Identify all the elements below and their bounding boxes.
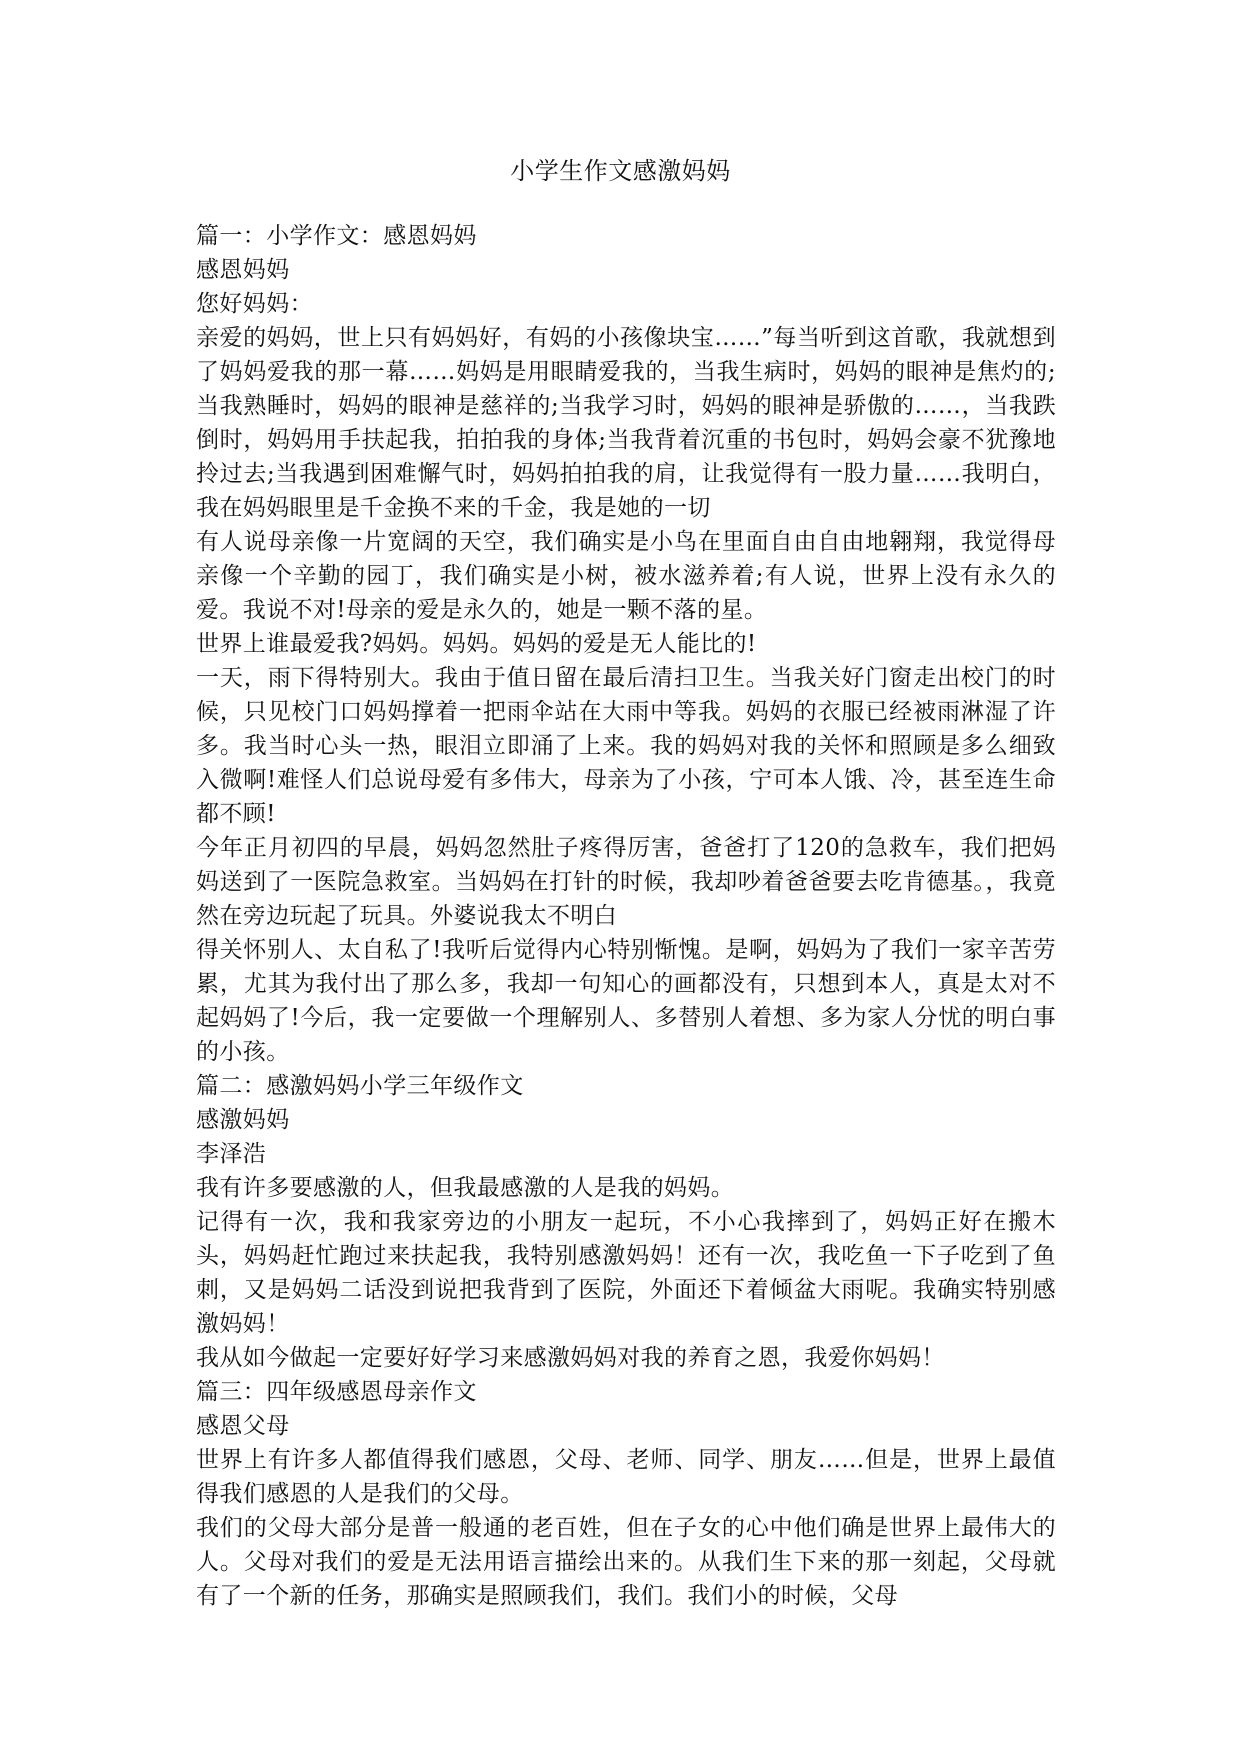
document-title: 小学生作文感激妈妈 (510, 157, 731, 185)
essay-title-1: 感恩妈妈 (196, 257, 290, 283)
section-heading-1: 篇一：小学作文：感恩妈妈 (196, 223, 477, 249)
paragraph: 记得有一次，我和我家旁边的小朋友一起玩，不小心我摔到了，妈妈正好在搬木头，妈妈赶忙跑过来扶起我，我特别感激妈妈！还有一次，我吃鱼一下子吃到了鱼刺，又是妈妈二话没到说把我背到了医院，外面还下着倾盆大雨呢。我确实特别感激妈妈！ (196, 1209, 1056, 1337)
paragraph: 我有许多要感激的人，但我最感激的人是我的妈妈。 (196, 1175, 735, 1201)
paragraph: 我从如今做起一定要好好学习来感激妈妈对我的养育之恩，我爱你妈妈！ (196, 1345, 945, 1371)
section-heading-3: 篇三：四年级感恩母亲作文 (196, 1379, 477, 1405)
paragraph: 世界上有许多人都值得我们感恩，父母、老师、同学、朋友……但是，世界上最值得我们感恩的人是我们的父母。 (196, 1447, 1056, 1507)
paragraph: 得关怀别人、太自私了!我听后觉得内心特别惭愧。是啊，妈妈为了我们一家辛苦劳累，尤其为我付出了那么多，我却一句知心的画都没有，只想到本人，真是太对不起妈妈了!今后，我一定要做一个理解别人、多替别人着想、多为家人分忧的明白事的小孩。 (196, 937, 1056, 1065)
section-heading-2: 篇二：感激妈妈小学三年级作文 (196, 1073, 524, 1099)
paragraph: 一天，雨下得特别大。我由于值日留在最后清扫卫生。当我关好门窗走出校门的时候，只见校门口妈妈撑着一把雨伞站在大雨中等我。妈妈的衣服已经被雨淋湿了许多。我当时心头一热，眼泪立即涌了上来。我的妈妈对我的关怀和照顾是多么细致入微啊!难怪人们总说母爱有多伟大，母亲为了小孩，宁可本人饿、冷，甚至连生命都不顾! (196, 665, 1056, 827)
salutation: 您好妈妈： (196, 291, 313, 317)
paragraph: 我们的父母大部分是普一般通的老百姓，但在子女的心中他们确是世界上最伟大的人。父母对我们的爱是无法用语言描绘出来的。从我们生下来的那一刻起，父母就有了一个新的任务，那确实是照顾我们，我们。我们小的时候，父母 (196, 1515, 1056, 1609)
essay-title-2: 感激妈妈 (196, 1107, 290, 1133)
paragraph: 世界上谁最爱我?妈妈。妈妈。妈妈的爱是无人能比的! (196, 631, 757, 657)
paragraph: 今年正月初四的早晨，妈妈忽然肚子疼得厉害，爸爸打了120的急救车，我们把妈妈送到了一医院急救室。当妈妈在打针的时候，我却吵着爸爸要去吃肯德基。，我竟然在旁边玩起了玩具。外婆说我太不明白 (196, 835, 1056, 929)
author-name: 李泽浩 (196, 1141, 267, 1167)
document-body (196, 219, 1056, 1613)
essay-title-3: 感恩父母 (196, 1413, 290, 1439)
paragraph: 有人说母亲像一片宽阔的天空，我们确实是小鸟在里面自由自由地翱翔，我觉得母亲像一个辛勤的园丁，我们确实是小树，被水滋养着;有人说，世界上没有永久的爱。我说不对!母亲的爱是永久的，她是一颗不落的星。 (196, 529, 1056, 623)
paragraph: 亲爱的妈妈，世上只有妈妈好，有妈的小孩像块宝……”每当听到这首歌，我就想到了妈妈爱我的那一幕……妈妈是用眼睛爱我的，当我生病时，妈妈的眼神是焦灼的;当我熟睡时，妈妈的眼神是慈祥的;当我学习时，妈妈的眼神是骄傲的……，当我跌倒时，妈妈用手扶起我，拍拍我的身体;当我背着沉重的书包时，妈妈会豪不犹豫地拎过去;当我遇到困难懈气时，妈妈拍拍我的肩，让我觉得有一股力量……我明白，我在妈妈眼里是千金换不来的千金，我是她的一切 (196, 325, 1056, 521)
